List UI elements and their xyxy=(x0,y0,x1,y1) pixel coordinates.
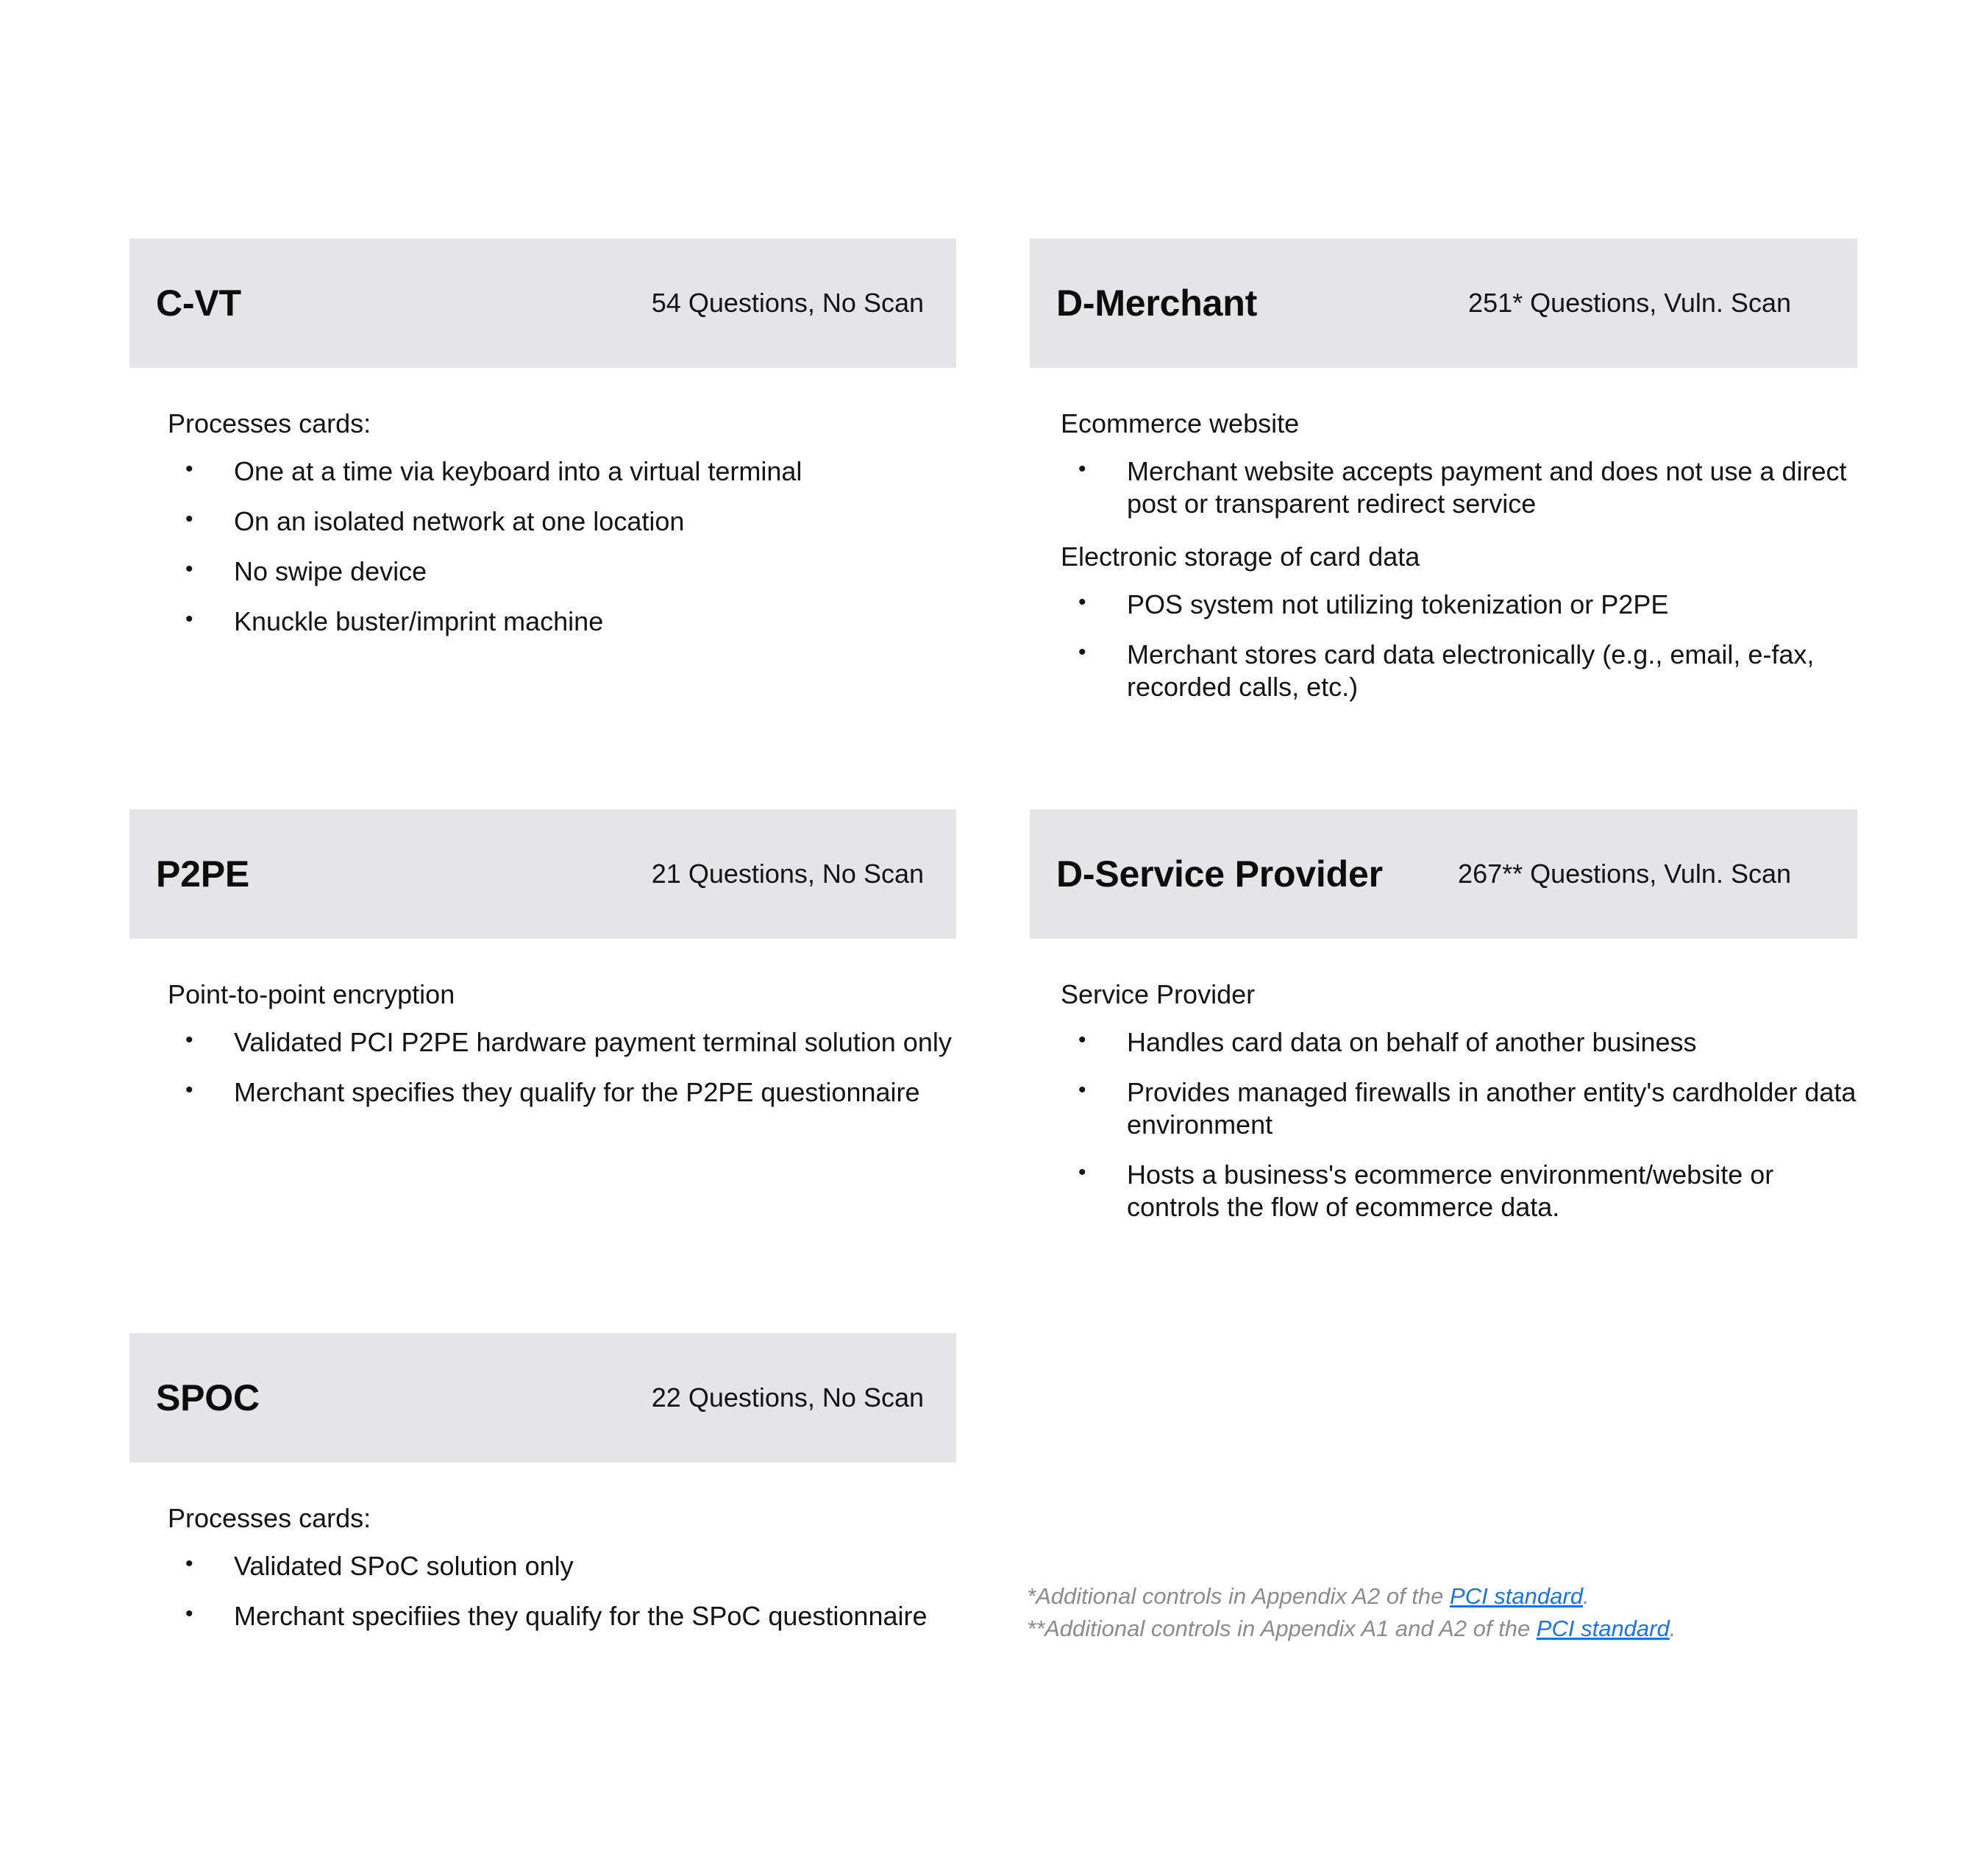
list-item: • POS system not utilizing tokenization or P2PE xyxy=(1061,589,1857,621)
card-title: D-Merchant xyxy=(1056,283,1258,324)
footnotes xyxy=(1027,1580,1880,1645)
bullet-group xyxy=(168,408,956,638)
bullet-group xyxy=(1061,978,1857,1223)
card-d-service-provider xyxy=(1030,809,1857,1223)
group-label: Processes cards: xyxy=(168,408,371,438)
card-header-d-service-provider xyxy=(1030,809,1857,939)
bullet-list xyxy=(168,1026,956,1109)
card-meta: 251* Questions, Vuln. Scan xyxy=(1468,288,1791,318)
pci-standard-link[interactable]: PCI standard xyxy=(1536,1616,1670,1642)
card-meta: 22 Questions, No Scan xyxy=(651,1382,924,1413)
bullet-list xyxy=(1061,455,1857,520)
group-label: Ecommerce website xyxy=(1061,408,1300,438)
card-spoc xyxy=(129,1333,956,1632)
footnote-single-asterisk xyxy=(1027,1580,1880,1613)
card-header-d-merchant xyxy=(1030,238,1857,368)
card-title: D-Service Provider xyxy=(1056,853,1383,895)
list-item: • Knuckle buster/imprint machine xyxy=(168,605,956,638)
footnote-suffix: . xyxy=(1582,1583,1590,1609)
bullet-list xyxy=(1061,1026,1857,1223)
group-label: Service Provider xyxy=(1061,979,1256,1009)
bullet-group xyxy=(1061,408,1857,520)
list-item: • Handles card data on behalf of another business xyxy=(1061,1026,1857,1059)
group-label: Processes cards: xyxy=(168,1503,371,1533)
list-item: • Merchant specifies they qualify for the P2PE questionnaire xyxy=(168,1076,956,1109)
card-header-c-vt xyxy=(129,238,956,368)
list-item: • One at a time via keyboard into a virtual terminal xyxy=(168,455,956,488)
bullet-group xyxy=(168,978,956,1109)
card-d-merchant xyxy=(1030,238,1857,703)
list-item: • On an isolated network at one location xyxy=(168,505,956,538)
card-body-spoc xyxy=(129,1463,956,1632)
bullet-group xyxy=(1061,541,1857,703)
pci-standard-link[interactable]: PCI standard xyxy=(1450,1583,1583,1609)
card-title: C-VT xyxy=(156,283,241,324)
footnote-prefix: **Additional controls in Appendix A1 and A2 of the xyxy=(1027,1616,1537,1642)
card-meta: 54 Questions, No Scan xyxy=(651,288,924,318)
card-body-c-vt xyxy=(129,368,956,638)
card-body-d-merchant xyxy=(1030,368,1857,703)
footnote-prefix: *Additional controls in Appendix A2 of the xyxy=(1027,1583,1451,1609)
card-meta: 267** Questions, Vuln. Scan xyxy=(1458,859,1791,889)
card-p2pe xyxy=(129,809,956,1109)
bullet-group xyxy=(168,1502,956,1632)
card-body-p2pe xyxy=(129,939,956,1109)
card-header-spoc xyxy=(129,1333,956,1463)
bullet-list xyxy=(1061,589,1857,703)
list-item: • Merchant stores card data electronically (e.g., email, e-fax, recorded calls, etc.) xyxy=(1061,639,1857,703)
bullet-list xyxy=(168,1550,956,1632)
card-header-p2pe xyxy=(129,809,956,939)
list-item: • Merchant website accepts payment and does not use a direct post or transparent redirect service xyxy=(1061,455,1857,520)
card-c-vt xyxy=(129,238,956,638)
card-title: P2PE xyxy=(156,853,250,895)
list-item: • No swipe device xyxy=(168,555,956,588)
list-item: • Validated SPoC solution only xyxy=(168,1550,956,1582)
list-item: • Merchant specifiies they qualify for the SPoC questionnaire xyxy=(168,1600,956,1632)
list-item: • Hosts a business's ecommerce environment/website or controls the flow of ecommerce data. xyxy=(1061,1159,1857,1223)
group-label: Electronic storage of card data xyxy=(1061,541,1420,572)
list-item: • Validated PCI P2PE hardware payment terminal solution only xyxy=(168,1026,956,1059)
bullet-list xyxy=(168,455,956,638)
list-item: • Provides managed firewalls in another entity's cardholder data environment xyxy=(1061,1076,1857,1141)
group-label: Point-to-point encryption xyxy=(168,979,455,1009)
card-meta: 21 Questions, No Scan xyxy=(651,859,924,889)
card-title: SPOC xyxy=(156,1377,260,1418)
footnote-double-asterisk xyxy=(1027,1613,1880,1645)
footnote-suffix: . xyxy=(1669,1616,1676,1642)
card-body-d-service-provider xyxy=(1030,939,1857,1223)
